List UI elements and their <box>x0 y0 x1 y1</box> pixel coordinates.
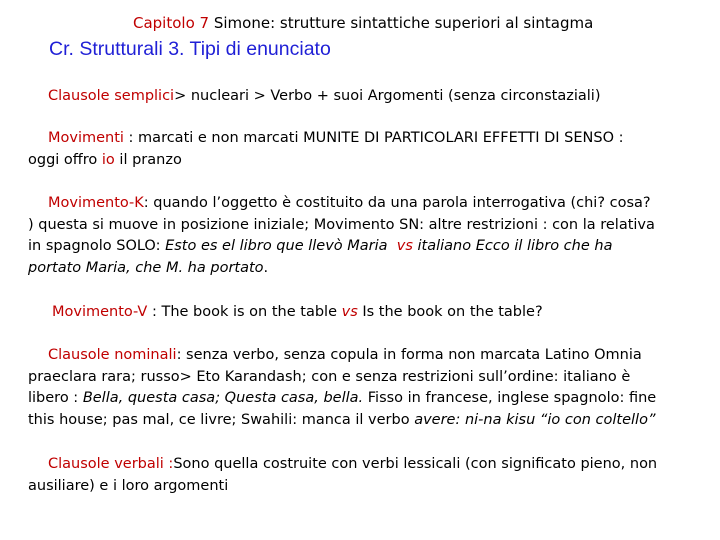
term-clausole-nominali: Clausole nominali <box>48 347 177 363</box>
swahili-example: avere: ni-na kisu “io con coltello” <box>414 411 656 428</box>
clausole-nominali-line3a: libero : <box>28 390 83 406</box>
section-movimento-k <box>28 193 704 279</box>
term-movimenti: Movimenti <box>48 130 124 146</box>
movimento-v-text-b: Is the book on the table? <box>357 304 543 320</box>
clausole-nominali-line4: this house; pas mal, ce livre; Swahili: manca il verbo <box>28 411 415 428</box>
term-clausole-verbali: Clausole verbali : <box>48 456 174 472</box>
section-movimento-v <box>28 302 704 324</box>
movimento-v-text-a: : The book is on the table <box>147 304 342 320</box>
section-clausole-verbali <box>28 454 704 497</box>
clausole-verbali-line2: ausiliare) e i loro argomenti <box>28 477 229 494</box>
clausole-nominali-line2: praeclara rara; russo> Eto Karandash; con e senza restrizioni sull’ordine: italiano è <box>28 368 631 385</box>
italian-example: italiano Ecco il libro che ha <box>412 238 613 254</box>
clausole-verbali-line1: Sono quella costruite con verbi lessicali (con significato pieno, non <box>173 456 658 472</box>
spanish-example: Esto es el libro que llevò Maria <box>165 238 388 254</box>
chapter-header <box>133 14 593 32</box>
term-clausole-semplici: Clausole semplici <box>48 88 175 104</box>
chapter-title: Simone: strutture sintattiche superiori al sintagma <box>213 14 594 32</box>
slide-title: Cr. Strutturali 3. Tipi di enunciato <box>49 38 331 60</box>
section-clausole-semplici <box>28 86 704 108</box>
clausole-semplici-text: > nucleari > Verbo + suoi Argomenti (senza circonstaziali) <box>174 88 601 104</box>
movimento-k-line3: in spagnolo SOLO: <box>28 238 166 254</box>
vs-label: vs <box>396 238 413 254</box>
movimento-k-end: . <box>263 259 269 276</box>
chapter-label: Capitolo 7 <box>133 14 210 32</box>
term-movimento-k: Movimento-K <box>48 195 144 211</box>
vs-label-2: vs <box>341 304 358 320</box>
movimenti-example-a: oggi offro <box>28 151 102 168</box>
movimenti-text: : marcati e non marcati MUNITE DI PARTICOLARI EFFETTI DI SENSO : <box>123 130 624 146</box>
italian-nominal-example: Bella, questa casa; Questa casa, bella. <box>82 390 364 406</box>
movimento-k-line1: : quando l’oggetto è costituito da una parola interrogativa (chi? cosa? <box>143 195 651 211</box>
italian-example-cont: portato Maria, che M. ha portato <box>28 259 264 276</box>
movimenti-example-b: il pranzo <box>114 151 182 168</box>
section-clausole-nominali <box>28 345 704 431</box>
movimento-k-line2: ) questa si muove in posizione iniziale; Movimento SN: altre restrizioni : con la relativa <box>28 216 655 233</box>
clausole-nominali-line1: : senza verbo, senza copula in forma non marcata Latino Omnia <box>176 347 642 363</box>
clausole-nominali-line3b: Fisso in francese, inglese spagnolo: fine <box>363 390 657 406</box>
term-movimento-v: Movimento-V <box>52 304 148 320</box>
movimenti-example-io: io <box>101 151 115 168</box>
section-movimenti <box>28 128 704 171</box>
